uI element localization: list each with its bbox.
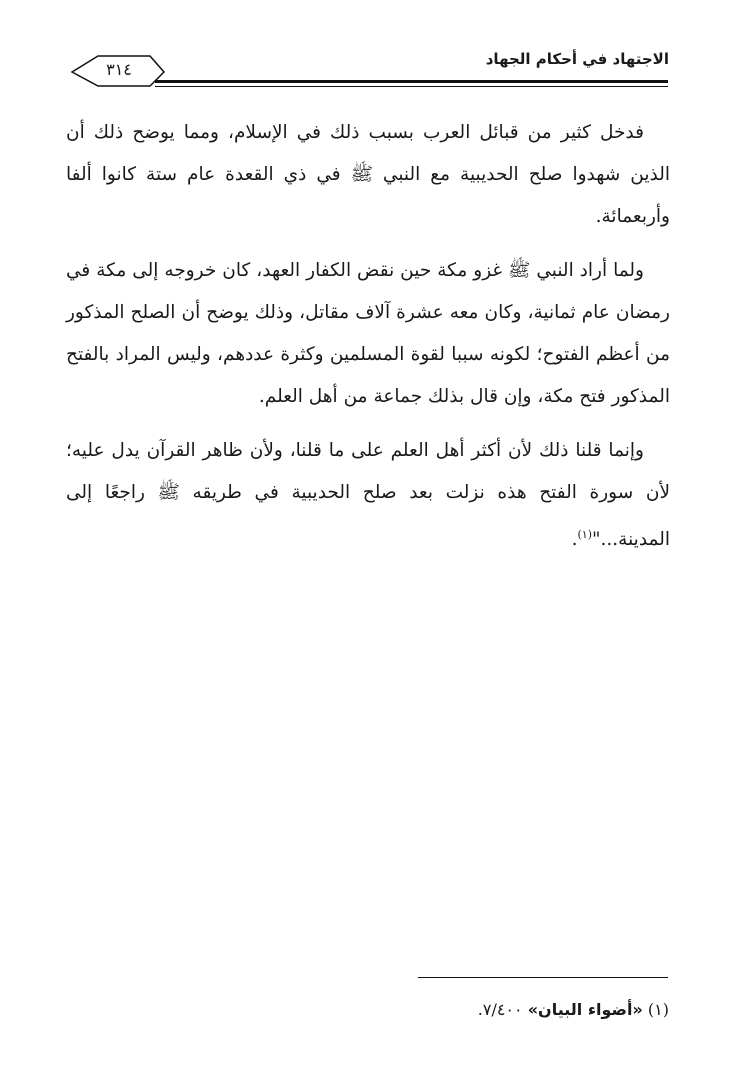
header-rule-thick <box>155 80 668 83</box>
paragraph-3-end: . <box>571 529 578 551</box>
footnote-reference: ٧/٤٠٠. <box>477 1000 523 1019</box>
paragraph-2: ولما أراد النبي ﷺ غزو مكة حين نقض الكفار العهد، كان خروجه إلى مكة في رمضان عام ثمانية، وكان معه عشرة آلاف مقاتل، وذلك يوضح أن الصلح المذكور من أعظم الفتوح؛ لكونه سببا لقوة المسلمين وكثرة عددهم، وليس المراد بالفتح المذكور فتح مكة، وإن قال بذلك جماعة من أهل العلم. <box>66 260 670 407</box>
paragraph-1: فدخل كثير من قبائل العرب بسبب ذلك في الإسلام، ومما يوضح ذلك أن الذين شهدوا صلح الحديبية مع النبي ﷺ في ذي القعدة عام ستة كانوا ألفا وأربعمائة. <box>66 122 670 227</box>
paragraph-3-text: وإنما قلنا ذلك لأن أكثر أهل العلم على ما قلنا، ولأن ظاهر القرآن يدل عليه؛ لأن سورة الفتح هذه نزلت بعد صلح الحديبية في طريقه ﷺ راجعًا إلى المدينة..." <box>66 440 670 551</box>
footnote-book-title: «أضواء البيان» <box>527 1000 643 1019</box>
main-text <box>66 112 670 573</box>
footnote <box>478 1000 669 1019</box>
paragraph-3 <box>66 430 670 561</box>
footnote-separator <box>418 977 668 978</box>
running-header-title: الاجتهاد في أحكام الجهاد <box>485 50 669 68</box>
page-number: ٣١٤ <box>106 60 132 79</box>
footnote-marker: (١) <box>577 528 593 541</box>
header-rule-thin <box>155 86 668 87</box>
footnote-number: (١) <box>647 1000 669 1019</box>
